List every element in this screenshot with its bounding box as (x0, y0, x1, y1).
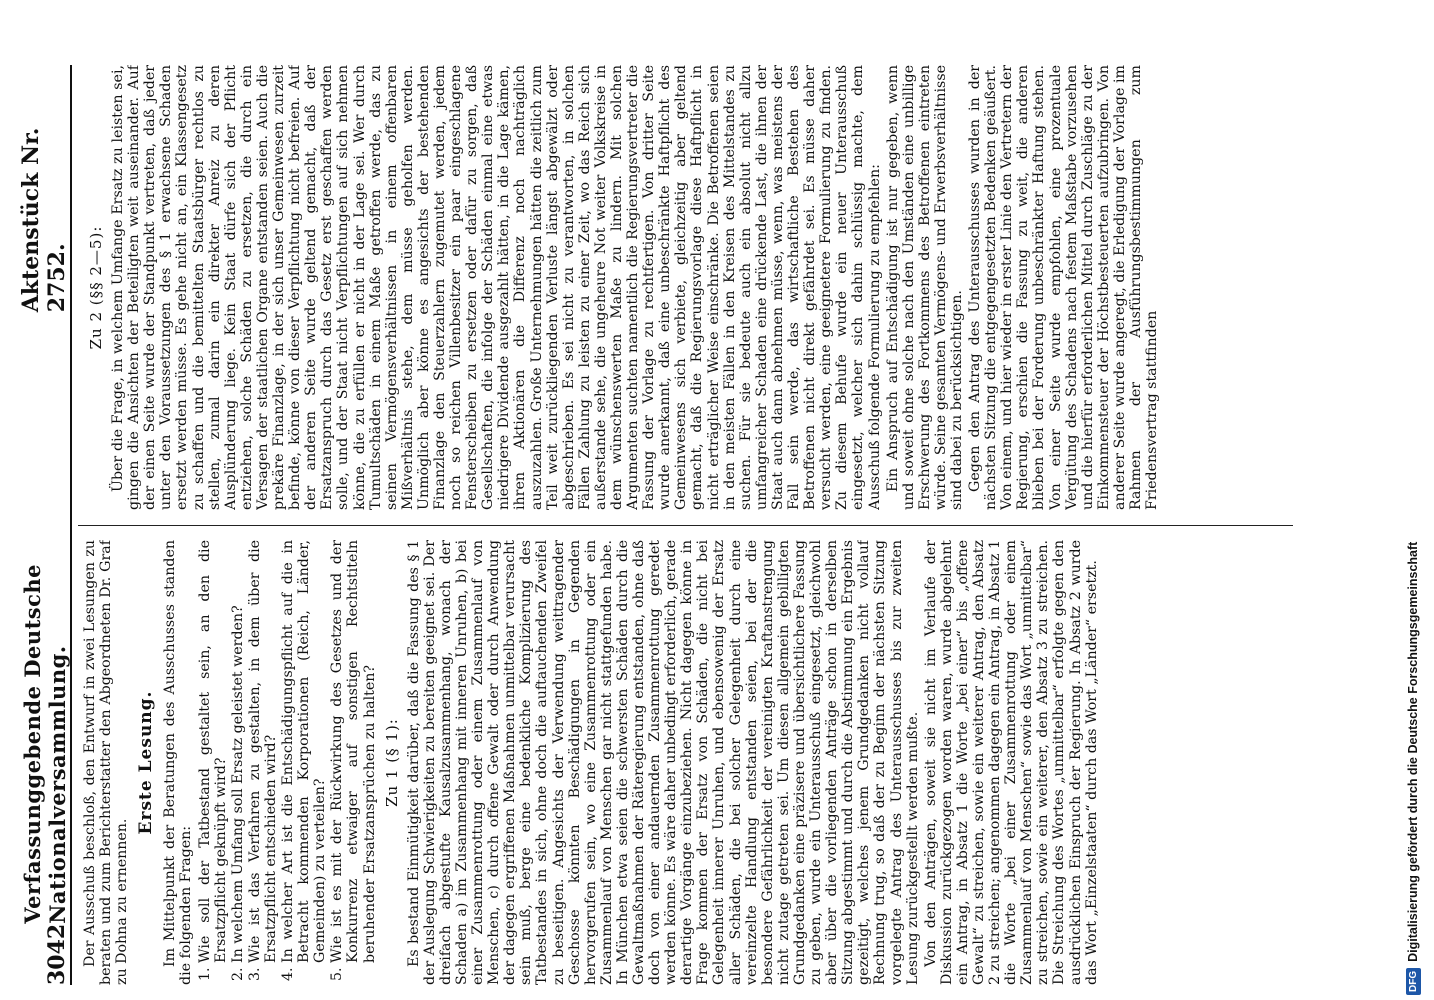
document-number: Aktenstück Nr. 2752. (18, 127, 70, 313)
funding-note (1399, 5, 1427, 995)
question-item: 3. Wie ist das Verfahren zu gestalten, in dem über die Ersatzpflicht entschieden wird? (247, 540, 279, 963)
page-number: 3042 (44, 923, 70, 985)
rotated-page (18, 65, 1310, 985)
right-column (82, 65, 1297, 510)
section-1-paragraph-2: Von den Anträgen, soweit sie nicht im Verlaufe der Diskussion zurückgezogen worden waren, wurde abgelehnt ein Antrag, in Absatz 1 die Worte „bei einer“ bis „offene Gewalt“ zu streichen, sowie ein weiterer Antrag, den Absatz 2 zu streichen; angenommen dagegen ein Antrag, in Absatz 1 die Worte „bei einer Zusammenrottung oder einem Zusammenlauf von Menschen“ sowie das Wort „unmittelbar“ zu streichen, sowie ein weiterer, den Absatz 3 zu streichen. Die Streichung des Wortes „unmittelbar“ erfolgte gegen den ausdrücklichen Einspruch der Regierung. In Absatz 2 wurde das Wort „Einzelstaaten“ durch das Wort „Länder“ ersetzt. (922, 540, 1100, 985)
section-1-paragraph: Es bestand Einmütigkeit darüber, daß die Fassung des § 1 der Auslegung Schwierigkeiten zu bereiten geeignet sei. Der dreifach abgestufte Kausalzusammenhang, wonach der Schaden a) im Zusammenhang mit inneren Unruhen, b) bei einer Zusammenrottung oder einem Zusammenlauf von Menschen, c) durch offene Gewalt oder durch Anwendung der dagegen ergriffenen Maßnahmen unmittelbar verursacht sein muß, berge eine bedenkliche Komplizierung des Tatbestandes in sich, ohne doch die auftauchenden Zweifel zu beseitigen. Angesichts der Verwendung weittragender Geschosse könnten Beschädigungen in Gegenden hervorgerufen sein, wo eine Zusammenrottung oder ein Zusammenlauf von Menschen gar nicht stattgefunden habe. In München etwa seien die schwersten Schäden durch die Gewaltmaßnahmen der Räteregierung entstanden, ohne daß doch von einer andauernden Zusammenrottung geredet werden könne. Es wäre daher unbedingt erforderlich, gerade derartige Vorgänge einzubeziehen. Nicht dagegen könne in Frage kommen der Ersatz von Schäden, die nicht bei Gelegenheit innerer Unruhen, und ebensowenig der Ersatz aller Schäden, die bei solcher Gelegenheit durch eine vereinzelte Handlung entstanden seien, bei der die besondere Gefährlichkeit der vereinigten Kraftanstrengung nicht zutage getreten sei. Um diesen allgemein gebilligten Grundgedanken eine präzisere und übersichtlichere Fassung zu geben, wurde ein Unterausschuß eingesetzt, gleichwohl aber über die vorliegenden Anträge schon in derselben Sitzung abgestimmt und durch die Abstimmung ein Ergebnis gezeitigt, welches jenem Grundgedanken nicht vollauf Rechnung trug, so daß der zu Beginn der nächsten Sitzung vorgelegte Antrag des Unterausschusses bis zur zweiten Lesung zurückgestellt werden mußte. (405, 540, 921, 985)
page-title: Verfassunggebende Deutsche Nationalversammlung. (20, 563, 70, 924)
question-item: 2. In welchem Umfang soll Ersatz geleistet werden? (230, 540, 246, 963)
question-item: 1. Wie soll der Tatbestand gestaltet sein, an den die Ersatzpflicht geknüpft wird? (197, 540, 229, 963)
question-item: 4. In welcher Art ist die Entschädigungspflicht auf die in Betracht kommenden Korporationen (Reich, Länder, Gemeinden) zu verteilen? (280, 540, 328, 963)
section-2-paragraph: Über die Frage, in welchem Umfange Ersatz zu leisten sei, gingen die Ansichten der Beteiligten weit auseinander. Auf der einen Seite wurde der Standpunkt vertreten, daß jeder unter den Voraussetzungen des § 1 erwachsene Schaden ersetzt werden müsse. Es gehe nicht an, ein Klassengesetz zu schaffen und die bemittelten Staatsbürger rechtlos zu stellen, zumal darin ein direkter Anreiz zu deren Ausplünderung liege. Kein Staat dürfe sich der Pflicht entziehen, solche Schäden zu ersetzen, die durch ein Versagen der staatlichen Organe entstanden seien. Auch die prekäre Finanzlage, in der sich unser Gemeinwesen zurzeit befinde, könne von dieser Verpflichtung nicht befreien. Auf der anderen Seite wurde geltend gemacht, daß der Ersatzanspruch durch das Gesetz erst geschaffen werden solle, und der Staat nicht Verpflichtungen auf sich nehmen könne, die zu erfüllen er nicht in der Lage sei. Wer durch Tumultschäden in einem Maße getroffen werde, das zu seinen Vermögensverhältnissen in einem offenbaren Mißverhältnis stehe, dem müsse geholfen werden. Unmöglich aber könne es angesichts der bestehenden Finanzlage den Steuerzahlern zugemutet werden, jedem noch so reichen Villenbesitzer ein paar eingeschlagene Fensterscheiben zu ersetzen oder dafür zu sorgen, daß Gesellschaften, die infolge der Schäden einmal eine etwas niedrigere Dividende ausgezahlt hätten, in die Lage kämen, ihren Aktionären die Differenz noch nachträglich auszuzahlen. Große Unternehmungen hätten die zeitlich zum Teil weit zurückliegenden Verluste längst abgewälzt oder abgeschrieben. Es sei nicht zu verantworten, in solchen Fällen Zahlung zu leisten zu einer Zeit, wo das Reich sich außerstande sehe, die ungeheure Not weiter Volkskreise in dem wünschenswerten Maße zu lindern. Mit solchen Argumenten suchten namentlich die Regierungsvertreter die Fassung der Vorlage zu rechtfertigen. Von dritter Seite wurde anerkannt, daß eine unbeschränkte Haftpflicht des Gemeinwesens sich verbiete, gleichzeitig aber geltend gemacht, daß die Regierungsvorlage diese Haftpflicht in nicht erträglicher Weise einschränke. Die Betroffenen seien in den meisten Fällen in den Kreisen des Mittelstandes zu suchen. Für sie bedeute auch ein absolut nicht allzu umfangreicher Schaden eine drückende Last, die ihnen der Staat auch dann abnehmen müsse, wenn, was meistens der Fall sein werde, das wirtschaftliche Bestehen des Betroffenen nicht direkt gefährdet sei. Es müsse daher versucht werden, eine geeignetere Formulierung zu finden. Zu diesem Behufe wurde ein neuer Unterausschuß eingesetzt, welcher sich dahin schlüssig machte, dem Ausschuß folgende Formulierung zu empfehlen: (110, 65, 883, 510)
page-header (18, 65, 72, 985)
section-2-paragraph-2: Gegen den Antrag des Unterausschusses wurden in der nächsten Sitzung die entgegengesetzten Bedenken geäußert. Von einem, und hier wieder in erster Linie den Vertretern der Regierung, erschien die Fassung zu weit, die anderen blieben bei der Forderung unbeschränkter Haftung stehen. Von einer Seite wurde empfohlen, eine prozentuale Vergütung des Schadens nach festem Maßstabe vorzusehen und die hierfür erforderlichen Mittel durch Zuschläge zu der Einkommensteuer der Höchstbesteuerten aufzubringen. Von anderer Seite wurde angeregt, die Erledigung der Vorlage im Rahmen der Ausführungsbestimmungen zum Friedensvertrag stattfinden (967, 65, 1161, 510)
dfg-logo: DFG (1406, 968, 1421, 995)
left-column (82, 540, 1297, 985)
question-item: 5. Wie ist es mit der Rückwirkung des Gesetzes und der Konkurrenz etwaiger auf sonstigen Rechtstiteln beruhender Ersatzansprüchen zu halten? (329, 540, 377, 963)
heading-section-2: Zu 2 (§§ 2—5): (87, 225, 105, 350)
questions-list (197, 540, 378, 985)
funding-text: Digitalisierung gefördert durch die Deutsche Forschungsgemeinschaft (1406, 541, 1420, 962)
column-divider (78, 525, 1293, 526)
heading-section-1: Zu 1 (§ 1): (382, 718, 401, 807)
questions-intro: Im Mittelpunkt der Beratungen des Ausschusses standen die folgenden Fragen: (162, 540, 195, 985)
heading-first-reading: Erste Lesung. (136, 690, 157, 835)
intro-paragraph: Der Ausschuß beschloß, den Entwurf in zwei Lesungen zu beraten und zum Berichterstatter den Abgeordneten Dr. Graf zu Dohna zu ernennen. (82, 540, 131, 985)
section-2-quote: Ein Anspruch auf Entschädigung ist nur gegeben, wenn und soweit ohne solche nach den Umständen eine unbillige Erschwerung des Fortkommens des Betroffenen eintreten würde. Seine gesamten Vermögens- und Erwerbsverhältnisse sind dabei zu berücksichtigen. (884, 65, 965, 510)
